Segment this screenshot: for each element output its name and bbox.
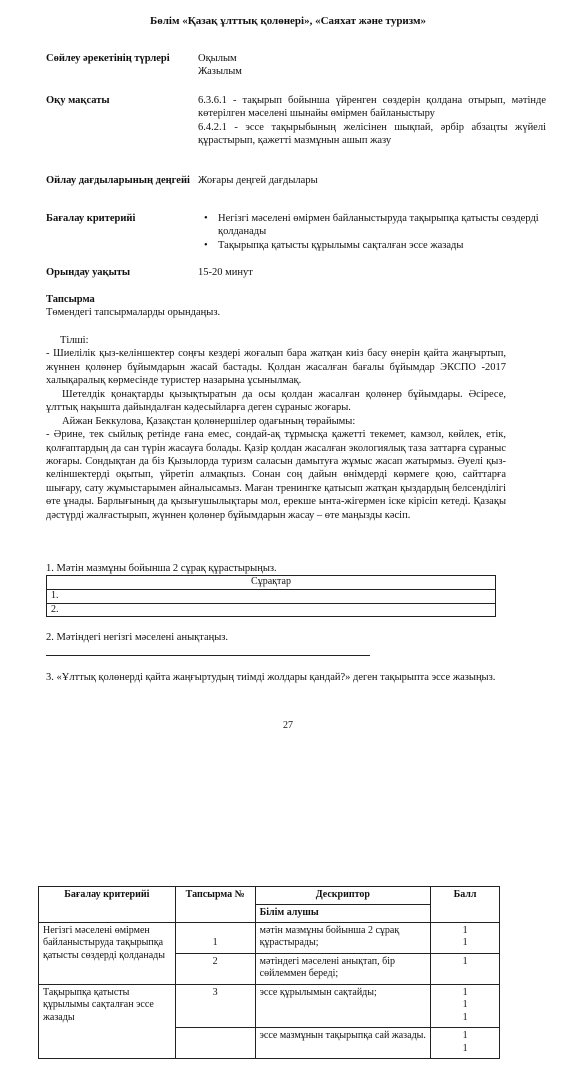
grading-header-criteria: Бағалау критерийі <box>39 887 176 923</box>
goal-value: 6.3.6.1 - тақырып бойынша үйренген сөздерін қолдана отырып, мәтінде көтерілген мәселені шынайы өмірмен байланыстыру <box>198 95 546 120</box>
questions-table <box>46 575 496 617</box>
time-value: 15-20 минут <box>198 267 253 278</box>
grading-header-score: Балл <box>431 887 500 923</box>
info-row-thinking <box>46 174 546 187</box>
grading-score-cell <box>431 984 500 1027</box>
grading-score: 1 <box>462 1042 468 1054</box>
speech-values <box>198 52 546 79</box>
grading-task-number: 3 <box>175 984 255 1027</box>
grading-score-cell <box>431 1027 500 1058</box>
info-row-time <box>46 266 546 279</box>
task-instruction: Төмендегі тапсырмаларды орындаңыз. <box>46 307 221 319</box>
grading-task-number: 1 <box>175 922 255 953</box>
criteria-item: • Негізгі мәселені өмірмен байланыстыруда тақырыпқа қатысты сөздерді қолданады <box>198 212 546 239</box>
criteria-label: Бағалау критерийі <box>46 213 136 224</box>
text-paragraph: - Әрине, тек сыйлық ретінде ғана емес, сондай-ақ тұрмысқа қажетті текемет, камзол, көйлек, етік, қолғаптардың да сан түрін жасауға болады. Қазір қолдан жасалған экологиялық таза заттарға сұраныс жоғары. Сондықтан да біз Қызылорда туризм саласын дамытуға жұмыс жасап жатырмыз. Әуелі қыз-келіншектерді оқытып, үйретіп алмақпыз. Сонан соң дайын өнімдерді көрмеге қою, сайттарға шығару, сату жұмыстарымен айналысамыз. Маған тренингке қатысып жатқан қыздардың белсенділігі өте ұнады. Барлығының да қызығушылықтары мол, ерекше ынта-жігермен іске кірісіп кетеді. Қазақы дәстүрді жалғастырып, жүннен қолөнер бұйымдарын жасау – өте маңызды кәсіп. <box>46 429 506 521</box>
info-row-speech <box>46 52 546 79</box>
thinking-label: Ойлау дағдыларының деңгейі <box>46 175 190 186</box>
goal-label: Оқу мақсаты <box>46 95 110 106</box>
questions-table-row[interactable]: 1. <box>47 589 496 603</box>
grading-score: 1 <box>462 924 468 936</box>
grading-descriptor: мәтіндегі мәселені анықтап, бір сөйлеммен береді; <box>255 953 431 984</box>
speech-value: Жазылым <box>198 66 242 78</box>
text-paragraph: Шетелдік қонақтарды қызықтыратын да осы қолдан жасалған қолөнер бұйымдары. Әсіресе, ұлттық нақышта дайындалған кәдесыйларға деген сұраныс жоғары. <box>46 388 506 414</box>
criteria-item: • Тақырыпқа қатысты құрылымы сақталған эссе жазады <box>198 239 546 252</box>
reading-text <box>46 334 506 522</box>
grading-score-cell <box>431 922 500 953</box>
grading-score: 1 <box>462 955 468 967</box>
grading-score: 1 <box>462 986 468 998</box>
grading-score: 1 <box>462 999 468 1011</box>
reporter-label: Тілші: <box>60 335 89 346</box>
thinking-value: Жоғары деңгей дағдылары <box>198 175 318 186</box>
speech-label: Сөйлеу әрекетінің түрлері <box>46 53 170 64</box>
grading-task-number <box>175 1027 255 1058</box>
criteria-values <box>198 212 546 252</box>
grading-task-number: 2 <box>175 953 255 984</box>
grading-header-task: Тапсырма № <box>175 887 255 923</box>
grading-criterion: Тақырыпқа қатысты құрылымы сақталған эссе жазады <box>39 984 176 1058</box>
question-1: 1. Мәтін мазмұны бойынша 2 сұрақ құрастырыңыз. <box>46 563 277 574</box>
text-paragraph: Айжан Беккулова, Қазақстан қолөнершілер одағының төрайымы: <box>62 415 356 427</box>
grading-descriptor: мәтін мазмұны бойынша 2 сұрақ құрастырады; <box>255 922 431 953</box>
grading-descriptor: эссе мазмұнын тақырыпқа сай жазады. <box>255 1027 431 1058</box>
time-label: Орындау уақыты <box>46 267 131 278</box>
question-2: 2. Мәтіндегі негізгі мәселені анықтаңыз. <box>46 632 229 643</box>
grading-score-cell <box>431 953 500 984</box>
text-paragraph: - Шиелілік қыз-келіншектер соңғы кездері жоғалып бара жатқан киіз басу өнерін қайта жаңғыртып, жүннен қолөнер бұйымдарын жасай бастады. Қолдан жасалған бағалы бұйымдар ЭКСПО -2017 халықаралық көрмесінде туристер назарына ұсынылмақ. <box>46 348 506 387</box>
goal-values <box>198 94 546 148</box>
questions-table-header: Сұрақтар <box>47 576 496 590</box>
grading-score: 1 <box>462 937 468 949</box>
grading-table <box>38 886 500 1059</box>
section-title: Бөлім «Қазақ ұлттық қолөнері», «Саяхат және туризм» <box>149 15 427 27</box>
goal-value: 6.4.2.1 - эссе тақырыбының желісінен шықпай, әрбір абзацты жүйелі құрастырып, қажетті мазмұнын ашып жазу <box>198 121 546 147</box>
grading-score: 1 <box>462 1012 468 1024</box>
question-3: 3. «Ұлттық қолөнерді қайта жаңғыртудың тиімді жолдары қандай?» деген тақырыпта эссе жазыңыз. <box>46 672 496 683</box>
grading-descriptor: эссе құрылымын сақтайды; <box>255 984 431 1027</box>
answer-line[interactable] <box>46 655 370 656</box>
grading-header-student: Білім алушы <box>255 904 431 922</box>
info-row-criteria <box>46 212 546 252</box>
grading-score: 1 <box>462 1029 468 1041</box>
grading-header-descriptor: Дескриптор <box>255 887 431 905</box>
task-heading: Тапсырма <box>46 294 95 305</box>
speech-value: Оқылым <box>198 53 237 64</box>
questions-table-row[interactable]: 2. <box>47 603 496 617</box>
info-row-goal <box>46 94 546 148</box>
page-number: 27 <box>283 720 293 731</box>
task-block <box>46 293 506 320</box>
grading-criterion: Негізгі мәселені өмірмен байланыстыруда тақырыпқа қатысты сөздерді қолданады <box>39 922 176 984</box>
